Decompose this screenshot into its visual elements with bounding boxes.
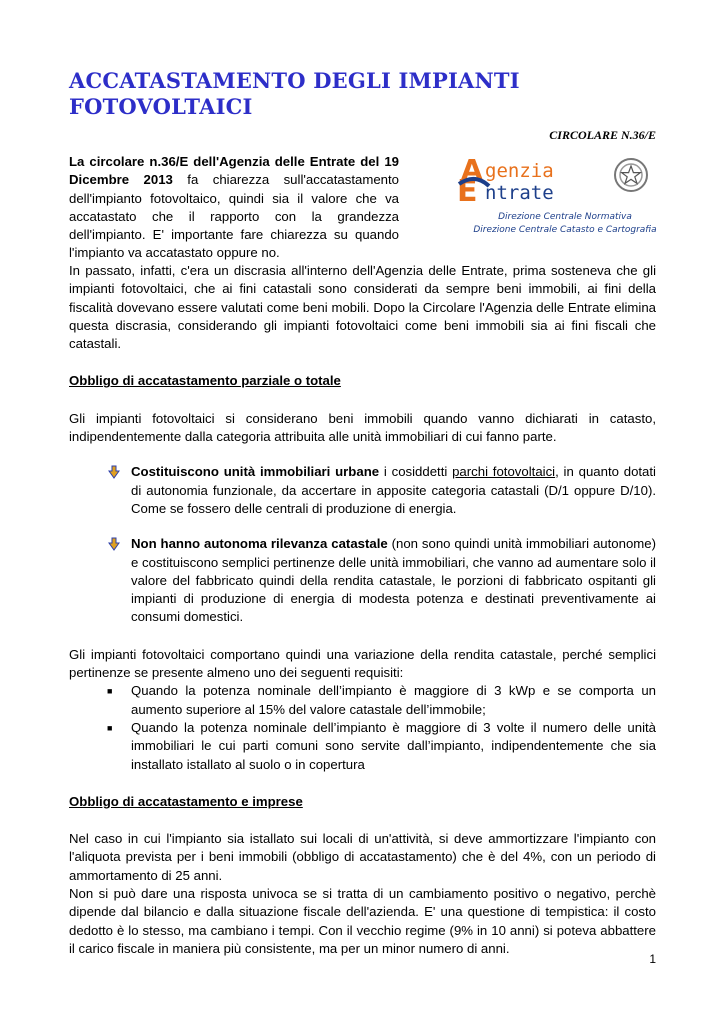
circular-reference: CIRCOLARE N.36/E	[549, 128, 656, 142]
beni-immobili-paragraph: Gli impianti fotovoltaici si considerano beni immobili quando vanno dichiarati in catasto, indipendentemente dalla categoria attribuita alle unità immobiliari di cui fanno parte.	[69, 410, 656, 445]
rendita-paragraph: Gli impianti fotovoltaici comportano quindi una variazione della rendita catastale, perché semplici pertinenze se presente almeno uno dei seguenti requisiti:	[69, 646, 656, 681]
intro-rest: fa chiarezza sull'accatastamento dell'impianto fotovoltaico, quindi sia il valore che va accatastato che il rapporto con la grandezza dell'impianto. E' importante fare chiarezza su quando l'impianto va accatastato oppure no.	[69, 172, 399, 261]
main-content	[69, 262, 656, 958]
list-item	[107, 719, 656, 774]
agenzia-entrate-logo	[455, 153, 660, 237]
page-title: ACCATASTAMENTO DEGLI IMPIANTI FOTOVOLTAICI	[69, 68, 520, 119]
logo-letter-e: E	[457, 174, 478, 209]
item1-bold: Costituiscono unità immobiliari urbane	[131, 464, 380, 480]
logo-brand-agenzia: genzia	[485, 160, 554, 182]
logo-letter-a: A	[461, 153, 483, 186]
arrow-bullet-icon	[107, 535, 131, 626]
logo-brand-entrate: ntrate	[485, 182, 554, 204]
list-item: Non hanno autonoma rilevanza catastale (non sono quindi unità immobiliari autonome) e costituiscono semplici pertinenze delle unità immobiliari, che vanno ad aumentare solo il valore del fabbricato quindi della rendita catastale, le porzioni di fabbricato ospitanti gli impianti di produzione di energia di modesta potenza e destinati preventivamente ai consumi domestici.	[107, 535, 656, 626]
discrasia-paragraph: In passato, infatti, c'era un discrasia all'interno dell'Agenzia delle Entrate, prima sosteneva che gli impianti fotovoltaici, che ai fini catastali sono considerati da sempre beni immobili, ai fini della fiscalità dovevano essere valutati come beni mobili. Dopo la Circolare l'Agenzia delle Entrate elimina questa discrasia, considerando gli impianti fotovoltaici come beni immobili sia ai fini fiscali che catastali.	[69, 263, 656, 352]
republic-emblem-icon	[615, 159, 647, 191]
arrow-bullet-icon	[107, 463, 131, 518]
requirement-2: Quando la potenza nominale dell’impianto è maggiore di 3 volte il numero delle unità immobiliari le cui parti comuni sono servite dall’impianto, indipendentemente che sia installato istallato al suolo o in copertura	[131, 719, 656, 772]
logo-line-1: Direzione Centrale Normativa	[498, 212, 632, 222]
page-number: 1	[649, 952, 656, 966]
parchi-fotovoltaici-link[interactable]: parchi fotovoltaici	[452, 464, 556, 480]
section-heading-accatastamento: Obbligo di accatastamento parziale o totale	[69, 373, 341, 389]
square-bullet-icon: ■	[107, 686, 113, 697]
imprese-paragraph-1: Nel caso in cui l'impianto sia istallato sui locali di un'attività, si deve ammortizzare l'impianto con l'aliquota prevista per i beni immobili (obbligo di accatastamento) che è del 4%, con un periodo di ammortamento di 25 anni.	[69, 831, 656, 883]
list-item	[107, 682, 656, 719]
imprese-paragraph-2: Non si può dare una risposta univoca se si tratta di un cambiamento positivo o negativo, perchè dipende dal bilancio e dalla situazione fiscale dell'azienda. E' una questione di tempistica: il costo dedotto è lo stesso, ma cambiano i tempi. Con il vecchio regime (9% in 10 anni) si poteva abbattere il carico fiscale in maniera più consistente, ma per un minor numero di anni.	[69, 886, 656, 956]
intro-paragraph	[69, 153, 399, 263]
intro-bold: La circolare n.36/E dell'Agenzia delle Entrate del 19 Dicembre 2013	[69, 154, 399, 188]
requirement-1: Quando la potenza nominale dell’impianto è maggiore di 3 kWp e se comporta un aumento superiore al 15% del valore catastale dell’immobile;	[131, 683, 656, 717]
list-item: Costituiscono unità immobiliari urbane i cosiddetti parchi fotovoltaici, in quanto dotati di autonomia funzionale, da accertare in apposite categoria catastali (D/1 oppure D/10). Come se fossero delle centrali di produzione di energia.	[107, 463, 656, 518]
logo-line-2: Direzione Centrale Catasto e Cartografia	[473, 225, 657, 235]
square-bullet-icon: ■	[107, 722, 113, 733]
item2-bold: Non hanno autonoma rilevanza catastale	[131, 536, 388, 552]
section-heading-imprese: Obbligo di accatastamento e imprese	[69, 793, 303, 809]
